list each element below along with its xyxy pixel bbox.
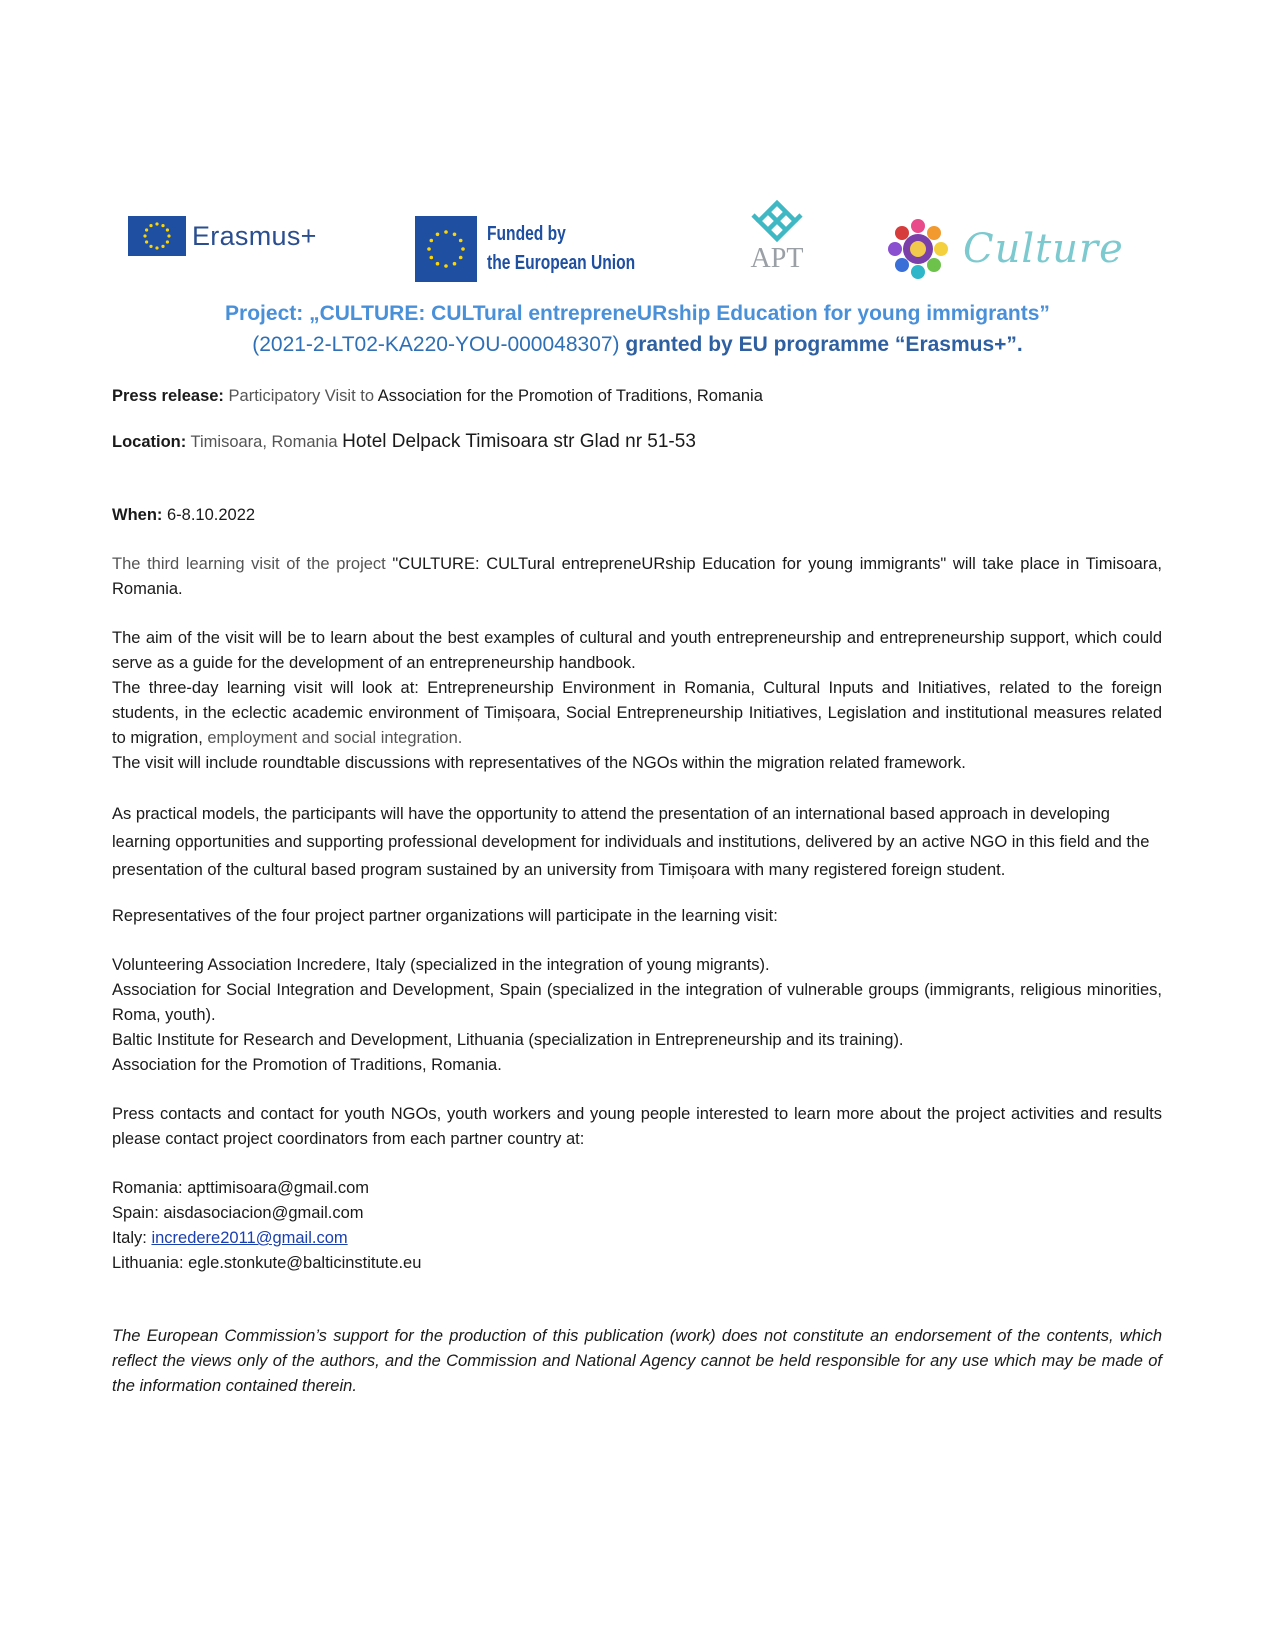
eu-disclaimer: The European Commission’s support for the production of this publication (work) does not constitute an endorsement of the contents, which reflect the views only of the authors, and the Commission and National Agency cannot be held responsible for any use which may be made of the information contained therein. bbox=[112, 1327, 1162, 1395]
learning-visit-topics bbox=[112, 676, 1162, 751]
practical-models-paragraph: As practical models, the participants will have the opportunity to attend the presentation of an international based approach in developing learning opportunities and supporting professional development for individuals and institutions, delivered by an active NGO in this field and the presentation of the cultural based program sustained by an university from Timișoara with many registered foreign student. bbox=[112, 805, 1150, 879]
press-release-label: Press release: bbox=[112, 387, 224, 405]
project-title bbox=[120, 298, 1155, 360]
italy-email-link[interactable]: incredere2011@gmail.com bbox=[151, 1229, 348, 1247]
location-city: Timisoara, Romania bbox=[186, 433, 343, 451]
project-code: (2021-2-LT02-KA220-YOU-000048307) bbox=[252, 333, 620, 356]
roundtable-paragraph: The visit will include roundtable discussions with representatives of the NGOs within the migration related framework. bbox=[112, 754, 966, 772]
press-release-org: Association for the Promotion of Traditions, Romania bbox=[377, 387, 763, 405]
contact-label: Italy: bbox=[112, 1229, 152, 1247]
press-release-text: Participatory Visit to bbox=[223, 387, 378, 405]
partner-item: Baltic Institute for Research and Development, Lithuania (specialization in Entrepreneurship and its training). bbox=[112, 1031, 904, 1049]
culture-flower-icon bbox=[885, 216, 951, 282]
representatives-paragraph: Representatives of the four project partner organizations will participate in the learning visit: bbox=[112, 907, 778, 925]
partner-item: Association for Social Integration and Development, Spain (specialized in the integration of vulnerable groups (immigrants, religious minorities, Roma, youth). bbox=[112, 981, 1162, 1024]
topics-text: The three-day learning visit will look at: Entrepreneurship Environment in Romania, Cultural Inputs and Initiatives, related to the foreign students, in the eclectic academic environment of Timișoara, Social Entrepreneurship Initiatives, Legislation and institutional measures related to migration, bbox=[112, 679, 1162, 747]
partner-item: Volunteering Association Incredere, Italy (specialized in the integration of young migrants). bbox=[112, 956, 770, 974]
press-contacts-paragraph: Press contacts and contact for youth NGOs, youth workers and young people interested to learn more about the project activities and results please contact project coordinators from each partner country at: bbox=[112, 1105, 1162, 1148]
contact-label: Lithuania: bbox=[112, 1254, 189, 1272]
culture-logo bbox=[885, 216, 1124, 282]
contact-list bbox=[112, 1176, 1162, 1276]
document-body bbox=[112, 384, 1162, 1399]
topics-text-end: employment and social integration. bbox=[207, 729, 463, 747]
apt-logo bbox=[742, 200, 812, 275]
project-title-line-1: Project: „CULTURE: CULTural entrepreneURship Education for young immigrants” bbox=[225, 302, 1050, 325]
contact-email: aisdasociacion@gmail.com bbox=[163, 1204, 364, 1222]
funded-line-1: Funded by bbox=[487, 223, 566, 245]
contact-spain bbox=[112, 1201, 1162, 1226]
erasmus-logo-text: Erasmus+ bbox=[192, 220, 317, 251]
location-label: Location: bbox=[112, 433, 187, 451]
contact-label: Spain: bbox=[112, 1204, 164, 1222]
location bbox=[112, 429, 1162, 455]
culture-logo-text: Culture bbox=[963, 226, 1124, 272]
contact-italy bbox=[112, 1226, 1162, 1251]
aim-paragraph: The aim of the visit will be to learn about the best examples of cultural and youth entrepreneurship and entrepreneurship support, which could serve as a guide for the development of an entrepreneurship handbook. bbox=[112, 629, 1162, 672]
location-venue: Hotel Delpack Timisoara str Glad nr 51-53 bbox=[342, 431, 696, 452]
apt-logo-text: APT bbox=[750, 243, 804, 274]
when-label: When: bbox=[112, 506, 163, 524]
eu-flag-icon bbox=[415, 216, 477, 282]
contact-email: egle.stonkute@balticinstitute.eu bbox=[188, 1254, 422, 1272]
press-release bbox=[112, 384, 1162, 409]
project-grant: granted by EU programme “Erasmus+”. bbox=[619, 333, 1023, 356]
partner-item: Association for the Promotion of Traditions, Romania. bbox=[112, 1056, 502, 1074]
apt-knot-icon bbox=[749, 200, 805, 242]
partner-list bbox=[112, 953, 1162, 1078]
intro-paragraph bbox=[112, 552, 1162, 602]
contact-lithuania bbox=[112, 1251, 1162, 1276]
contact-email: apttimisoara@gmail.com bbox=[187, 1179, 370, 1197]
intro-part-1: The third learning visit of the project bbox=[112, 555, 393, 573]
contact-romania bbox=[112, 1176, 1162, 1201]
funded-line-2: the European Union bbox=[487, 252, 636, 274]
eu-flag-icon bbox=[128, 216, 186, 256]
when-value: 6-8.10.2022 bbox=[162, 506, 256, 524]
funded-by-eu-logo bbox=[415, 216, 677, 282]
funded-by-eu-text bbox=[487, 220, 635, 278]
project-title-line-2 bbox=[120, 329, 1155, 360]
intro-part-2: "CULTURE: CULTural entrepreneURship Education for young immigrants" will take place in Timisoara, Romania. bbox=[112, 555, 1162, 598]
contact-label: Romania: bbox=[112, 1179, 188, 1197]
when bbox=[112, 503, 1162, 528]
logo-strip bbox=[125, 200, 1155, 290]
erasmus-logo bbox=[128, 216, 317, 256]
